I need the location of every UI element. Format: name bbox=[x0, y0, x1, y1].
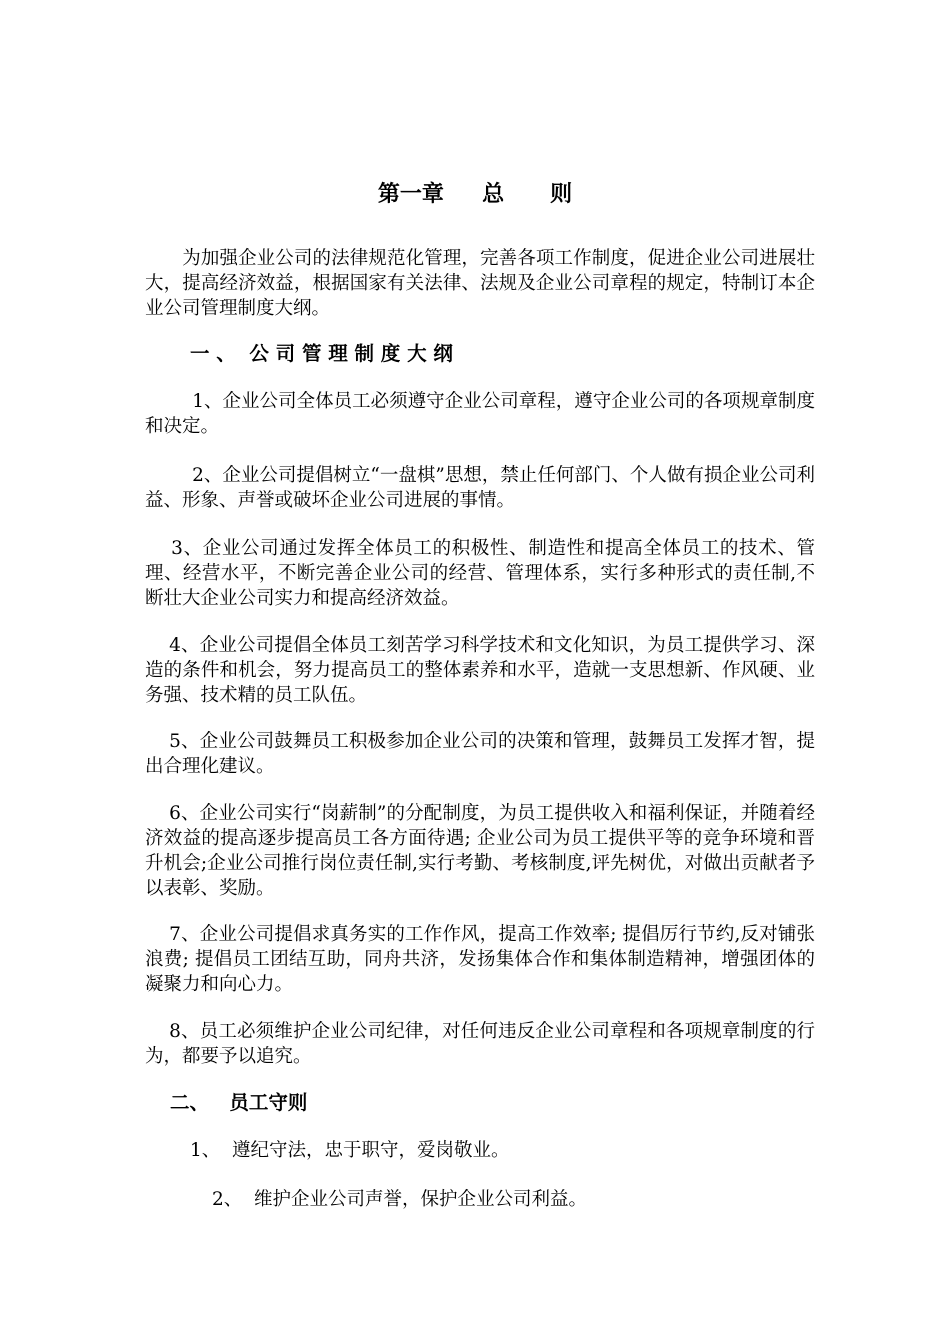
section2-heading: 二、 员工守则 bbox=[170, 1091, 308, 1114]
section1-item-4: 4、企业公司提倡全体员工刻苦学习科学技术和文化知识，为员工提供学习、深造的条件和机会，努力提高员工的整体素养和水平，造就一支思想新、作风硬、业务强、技术精的员工队伍。 bbox=[145, 635, 815, 706]
section1-item-1: 1、企业公司全体员工必须遵守企业公司章程，遵守企业公司的各项规章制度和决定。 bbox=[145, 391, 816, 437]
section1-item-2: 2、企业公司提倡树立“一盘棋”思想，禁止任何部门、个人做有损企业公司利益、形象、声誉或破坏企业公司进展的事情。 bbox=[145, 465, 815, 511]
chapter-title: 第一章 总 则 bbox=[377, 182, 573, 207]
section1-item-5: 5、企业公司鼓舞员工积极参加企业公司的决策和管理，鼓舞员工发挥才智，提出合理化建议。 bbox=[145, 731, 815, 777]
section1-item-8: 8、员工必须维护企业公司纪律，对任何违反企业公司章程和各项规章制度的行为，都要予以追究。 bbox=[145, 1021, 815, 1067]
section1-item-6: 6、企业公司实行“岗薪制”的分配制度，为员工提供收入和福利保证，并随着经济效益的提高逐步提高员工各方面待遇; 企业公司为员工提供平等的竞争环境和晋升机会;企业公司推行岗位责任制,实行考勤、考核制度,评先树优，对做出贡献者予以表彰、奖励。 bbox=[145, 803, 815, 899]
section2-item-2: 2、 维护企业公司声誉，保护企业公司利益。 bbox=[212, 1189, 588, 1210]
section1-heading: 一 、 公 司 管 理 制 度 大 纲 bbox=[190, 342, 453, 365]
intro-paragraph: 为加强企业公司的法律规范化管理，完善各项工作制度，促进企业公司进展壮大，提高经济效益，根据国家有关法律、法规及企业公司章程的规定，特制订本企业公司管理制度大纲。 bbox=[145, 248, 815, 319]
section1-item-3: 3、企业公司通过发挥全体员工的积极性、制造性和提高全体员工的技术、管理、经营水平，不断完善企业公司的经营、管理体系，实行多种形式的责任制,不断壮大企业公司实力和提高经济效益。 bbox=[145, 538, 815, 609]
section2-item-1: 1、 遵纪守法，忠于职守，爱岗敬业。 bbox=[190, 1140, 510, 1161]
section1-item-7: 7、企业公司提倡求真务实的工作作风，提高工作效率; 提倡厉行节约,反对铺张浪费; 提倡员工团结互助，同舟共济，发扬集体合作和集体制造精神，增强团体的凝聚力和向心力。 bbox=[145, 924, 815, 995]
